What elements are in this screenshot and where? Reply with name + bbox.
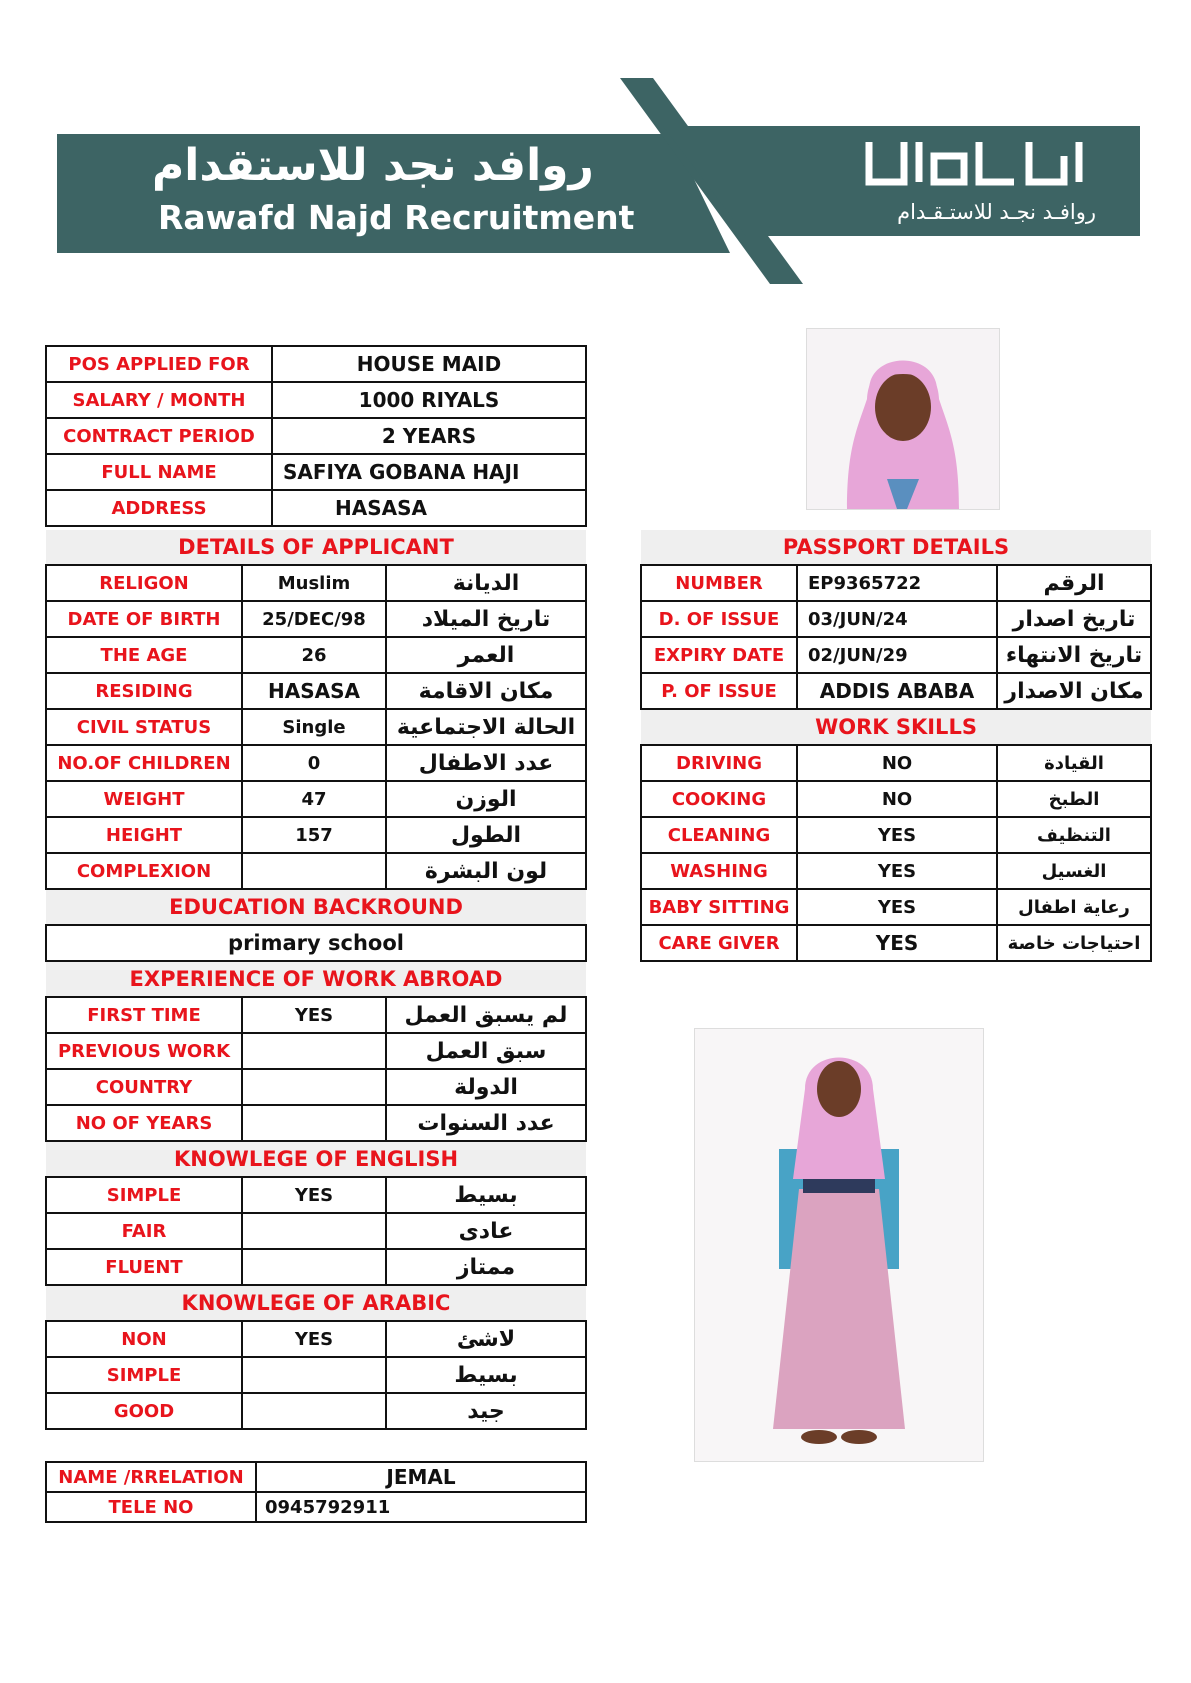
company-name-english: Rawafd Najd Recruitment [158, 198, 635, 237]
skill-label: CLEANING [641, 817, 797, 853]
skill-label-arabic: رعاية اطفال [997, 889, 1151, 925]
detail-row [46, 673, 586, 709]
arabic-value [242, 1393, 386, 1429]
passport-label-arabic: الرقم [997, 565, 1151, 601]
passport-label-arabic: مكان الاصدار [997, 673, 1151, 709]
experience-label-arabic: سبق العمل [386, 1033, 586, 1069]
experience-row [46, 1069, 586, 1105]
experience-row [46, 997, 586, 1033]
passport-row [641, 637, 1151, 673]
arabic-row [46, 1321, 586, 1357]
detail-value: 47 [242, 781, 386, 817]
contact-value: JEMAL [256, 1462, 586, 1492]
contact-label: TELE NO [46, 1492, 256, 1522]
detail-row [46, 565, 586, 601]
job-row [46, 346, 586, 382]
english-label-arabic: بسيط [386, 1177, 586, 1213]
section-header-row [46, 1285, 586, 1321]
company-logo [864, 136, 1094, 188]
experience-label: FIRST TIME [46, 997, 242, 1033]
passport-section-title: PASSPORT DETAILS [641, 530, 1151, 565]
passport-skills-table [640, 530, 1152, 962]
contact-row [46, 1492, 586, 1522]
passport-label: NUMBER [641, 565, 797, 601]
arabic-row [46, 1357, 586, 1393]
job-label: ADDRESS [46, 490, 272, 526]
job-value: HASASA [272, 490, 586, 526]
section-header-row [46, 530, 586, 565]
skill-row [641, 889, 1151, 925]
passport-row [641, 565, 1151, 601]
experience-label: PREVIOUS WORK [46, 1033, 242, 1069]
contact-body [46, 1462, 586, 1522]
skill-row [641, 853, 1151, 889]
detail-label-arabic: العمر [386, 637, 586, 673]
passport-label: D. OF ISSUE [641, 601, 797, 637]
applicant-portrait-photo [806, 328, 1000, 510]
company-name-arabic: روافد نجد للاستقدام [152, 140, 594, 191]
applicant-details-table [45, 530, 587, 1430]
detail-value: HASASA [242, 673, 386, 709]
arabic-label-arabic: لاشئ [386, 1321, 586, 1357]
skill-row [641, 781, 1151, 817]
experience-row [46, 1033, 586, 1069]
contact-value: 0945792911 [256, 1492, 586, 1522]
passport-row [641, 673, 1151, 709]
english-section-title: KNOWLEGE OF ENGLISH [46, 1141, 586, 1177]
applicant-details-body [46, 530, 586, 1429]
experience-label-arabic: الدولة [386, 1069, 586, 1105]
experience-label: NO OF YEARS [46, 1105, 242, 1141]
contact-label: NAME /RRELATION [46, 1462, 256, 1492]
details-section-title: DETAILS OF APPLICANT [46, 530, 586, 565]
education-row [46, 925, 586, 961]
detail-value: Muslim [242, 565, 386, 601]
job-row [46, 382, 586, 418]
applicant-full-body-photo [694, 1028, 984, 1462]
english-row [46, 1249, 586, 1285]
skill-value: YES [797, 889, 997, 925]
contact-table [45, 1461, 587, 1523]
detail-label: CIVIL STATUS [46, 709, 242, 745]
detail-row [46, 601, 586, 637]
experience-value [242, 1033, 386, 1069]
experience-label-arabic: عدد السنوات [386, 1105, 586, 1141]
job-label: FULL NAME [46, 454, 272, 490]
skill-label: WASHING [641, 853, 797, 889]
skill-value: NO [797, 745, 997, 781]
section-header-row [46, 1141, 586, 1177]
contact-row [46, 1462, 586, 1492]
experience-value [242, 1105, 386, 1141]
job-label: POS APPLIED FOR [46, 346, 272, 382]
skill-label-arabic: التنظيف [997, 817, 1151, 853]
detail-value [242, 853, 386, 889]
skills-section-title: WORK SKILLS [641, 709, 1151, 745]
detail-value: 0 [242, 745, 386, 781]
skill-row [641, 745, 1151, 781]
english-label: SIMPLE [46, 1177, 242, 1213]
passport-value: EP9365722 [797, 565, 997, 601]
job-row [46, 418, 586, 454]
passport-value: 02/JUN/29 [797, 637, 997, 673]
detail-value: 157 [242, 817, 386, 853]
english-label-arabic: ممتاز [386, 1249, 586, 1285]
logo-subtitle: روافـد نجـد للاستـقـدام [897, 200, 1096, 224]
passport-label-arabic: تاريخ الانتهاء [997, 637, 1151, 673]
experience-row [46, 1105, 586, 1141]
detail-label-arabic: لون البشرة [386, 853, 586, 889]
detail-row [46, 745, 586, 781]
detail-label-arabic: الديانة [386, 565, 586, 601]
detail-label: DATE OF BIRTH [46, 601, 242, 637]
detail-label: NO.OF CHILDREN [46, 745, 242, 781]
passport-row [641, 601, 1151, 637]
detail-label: RELIGON [46, 565, 242, 601]
experience-value [242, 1069, 386, 1105]
english-value [242, 1213, 386, 1249]
skill-row [641, 817, 1151, 853]
detail-row [46, 709, 586, 745]
skill-label-arabic: احتياجات خاصة [997, 925, 1151, 961]
arabic-value [242, 1357, 386, 1393]
passport-label: P. OF ISSUE [641, 673, 797, 709]
skill-label: BABY SITTING [641, 889, 797, 925]
experience-value: YES [242, 997, 386, 1033]
passport-label: EXPIRY DATE [641, 637, 797, 673]
english-value: YES [242, 1177, 386, 1213]
skill-label-arabic: القيادة [997, 745, 1151, 781]
section-header-row [46, 889, 586, 925]
detail-label: HEIGHT [46, 817, 242, 853]
detail-value: 26 [242, 637, 386, 673]
arabic-value: YES [242, 1321, 386, 1357]
job-value: 2 YEARS [272, 418, 586, 454]
job-row [46, 454, 586, 490]
detail-label-arabic: تاريخ الميلاد [386, 601, 586, 637]
detail-value: 25/DEC/98 [242, 601, 386, 637]
arabic-label-arabic: جيد [386, 1393, 586, 1429]
education-section-title: EDUCATION BACKROUND [46, 889, 586, 925]
job-info-body [46, 346, 586, 526]
skill-value: YES [797, 853, 997, 889]
passport-value: 03/JUN/24 [797, 601, 997, 637]
arabic-label: SIMPLE [46, 1357, 242, 1393]
passport-skills-body [641, 530, 1151, 961]
section-header-row [641, 530, 1151, 565]
english-row [46, 1213, 586, 1249]
experience-label: COUNTRY [46, 1069, 242, 1105]
skill-label: DRIVING [641, 745, 797, 781]
detail-label: RESIDING [46, 673, 242, 709]
skill-value: NO [797, 781, 997, 817]
detail-value: Single [242, 709, 386, 745]
detail-label-arabic: عدد الاطفال [386, 745, 586, 781]
job-label: SALARY / MONTH [46, 382, 272, 418]
job-value: HOUSE MAID [272, 346, 586, 382]
english-row [46, 1177, 586, 1213]
english-value [242, 1249, 386, 1285]
arabic-label: GOOD [46, 1393, 242, 1429]
passport-value: ADDIS ABABA [797, 673, 997, 709]
job-value: SAFIYA GOBANA HAJI [272, 454, 586, 490]
detail-label: WEIGHT [46, 781, 242, 817]
arabic-label: NON [46, 1321, 242, 1357]
passport-label-arabic: تاريخ اصدار [997, 601, 1151, 637]
section-header-row [641, 709, 1151, 745]
detail-label: THE AGE [46, 637, 242, 673]
detail-row [46, 853, 586, 889]
arabic-label-arabic: بسيط [386, 1357, 586, 1393]
english-label: FLUENT [46, 1249, 242, 1285]
skill-label: COOKING [641, 781, 797, 817]
skill-value: YES [797, 925, 997, 961]
arabic-section-title: KNOWLEGE OF ARABIC [46, 1285, 586, 1321]
section-header-row [46, 961, 586, 997]
skill-row [641, 925, 1151, 961]
job-info-table [45, 345, 587, 527]
education-value: primary school [46, 925, 586, 961]
detail-row [46, 781, 586, 817]
job-row [46, 490, 586, 526]
detail-label-arabic: الطول [386, 817, 586, 853]
skill-label-arabic: الغسيل [997, 853, 1151, 889]
detail-row [46, 637, 586, 673]
detail-label-arabic: الحالة الاجتماعية [386, 709, 586, 745]
detail-label-arabic: مكان الاقامة [386, 673, 586, 709]
detail-label: COMPLEXION [46, 853, 242, 889]
detail-label-arabic: الوزن [386, 781, 586, 817]
experience-section-title: EXPERIENCE OF WORK ABROAD [46, 961, 586, 997]
skill-label-arabic: الطبخ [997, 781, 1151, 817]
english-label-arabic: عادى [386, 1213, 586, 1249]
job-label: CONTRACT PERIOD [46, 418, 272, 454]
skill-value: YES [797, 817, 997, 853]
skill-label: CARE GIVER [641, 925, 797, 961]
detail-row [46, 817, 586, 853]
experience-label-arabic: لم يسبق العمل [386, 997, 586, 1033]
english-label: FAIR [46, 1213, 242, 1249]
job-value: 1000 RIYALS [272, 382, 586, 418]
arabic-row [46, 1393, 586, 1429]
